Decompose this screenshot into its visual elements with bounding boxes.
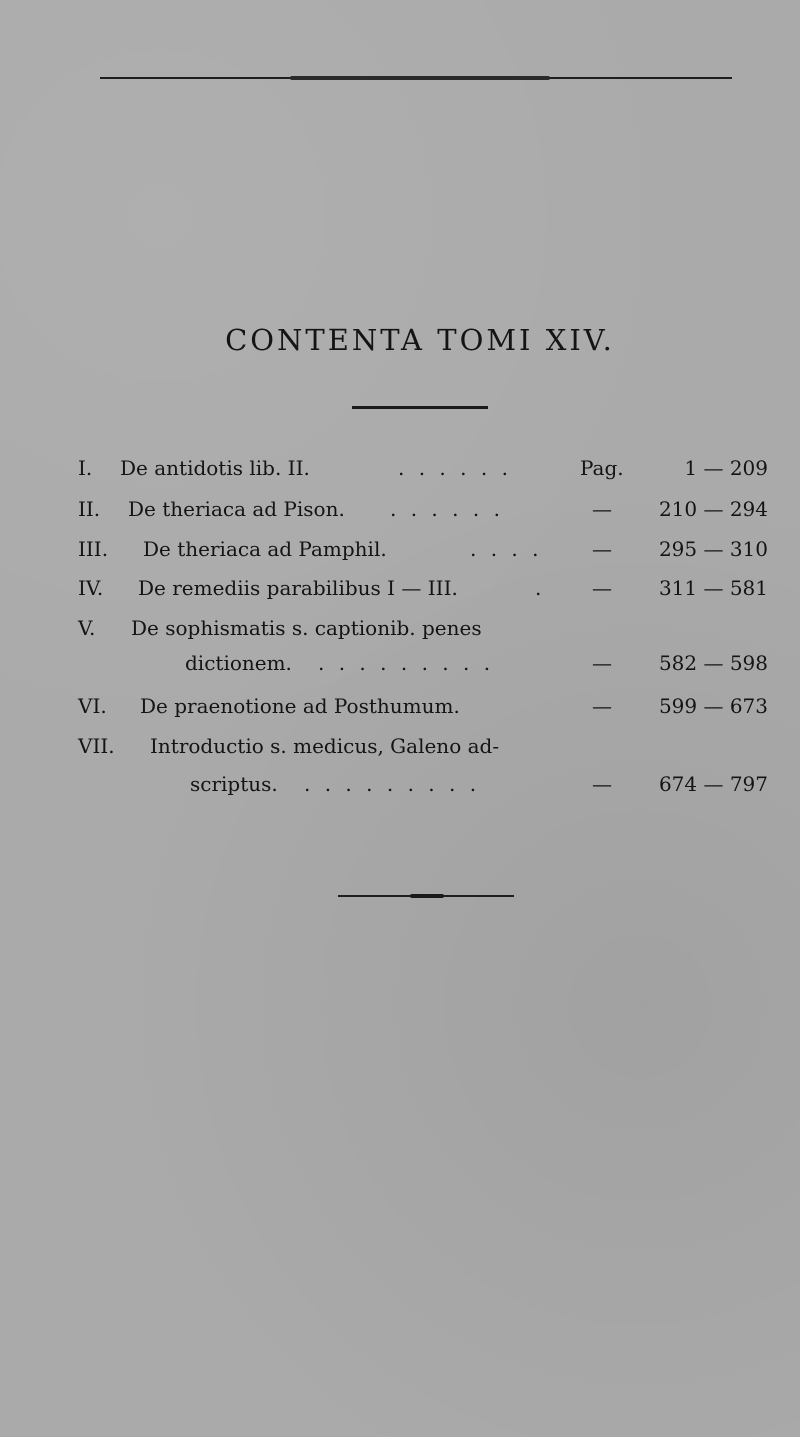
entry-title: De antidotis lib. II. — [120, 456, 310, 480]
entry-dash: — — [592, 694, 612, 718]
entry-leader-dots: . . . . . . . . . — [318, 651, 495, 675]
entry-title: De theriaca ad Pamphil. — [143, 537, 387, 561]
entry-number: I. — [78, 456, 93, 480]
entry-title-continuation: dictionem. — [185, 651, 292, 675]
entry-number: III. — [78, 537, 109, 561]
entry-title: Introductio s. medicus, Galeno ad- — [150, 734, 500, 758]
entry-page-range: 674 — 797 — [658, 772, 768, 796]
entry-page-range: 582 — 598 — [658, 651, 768, 675]
entry-page-range: 1 — 209 — [684, 456, 768, 480]
entry-number: V. — [78, 616, 96, 640]
entry-number: VI. — [78, 694, 107, 718]
entry-number: IV. — [78, 576, 104, 600]
page-title: CONTENTA TOMI XIV. — [225, 323, 615, 357]
entry-number: II. — [78, 497, 101, 521]
entry-page-label: Pag. — [580, 456, 624, 480]
entry-page-range: 295 — 310 — [658, 537, 768, 561]
entry-title: De theriaca ad Pison. — [128, 497, 345, 521]
entry-dash: — — [592, 576, 612, 600]
entry-leader-dots: . — [535, 576, 546, 600]
entry-leader-dots: . . . . . . — [398, 456, 512, 480]
entry-leader-dots: . . . . . . . . . — [304, 772, 481, 796]
entry-title: De remediis parabilibus I — III. — [138, 576, 458, 600]
entry-page-range: 599 — 673 — [658, 694, 768, 718]
bottom-ornamental-rule — [338, 895, 514, 897]
entry-number: VII. — [78, 734, 115, 758]
entry-dash: — — [592, 651, 612, 675]
entry-leader-dots: . . . . . . — [390, 497, 504, 521]
entry-title-continuation: scriptus. — [190, 772, 278, 796]
entry-leader-dots: . . . . — [470, 537, 543, 561]
entry-dash: — — [592, 772, 612, 796]
entry-dash: — — [592, 497, 612, 521]
entry-dash: — — [592, 537, 612, 561]
entry-title: De sophismatis s. captionib. penes — [131, 616, 482, 640]
entry-page-range: 311 — 581 — [658, 576, 768, 600]
entry-title: De praenotione ad Posthumum. — [140, 694, 460, 718]
entry-page-range: 210 — 294 — [658, 497, 768, 521]
